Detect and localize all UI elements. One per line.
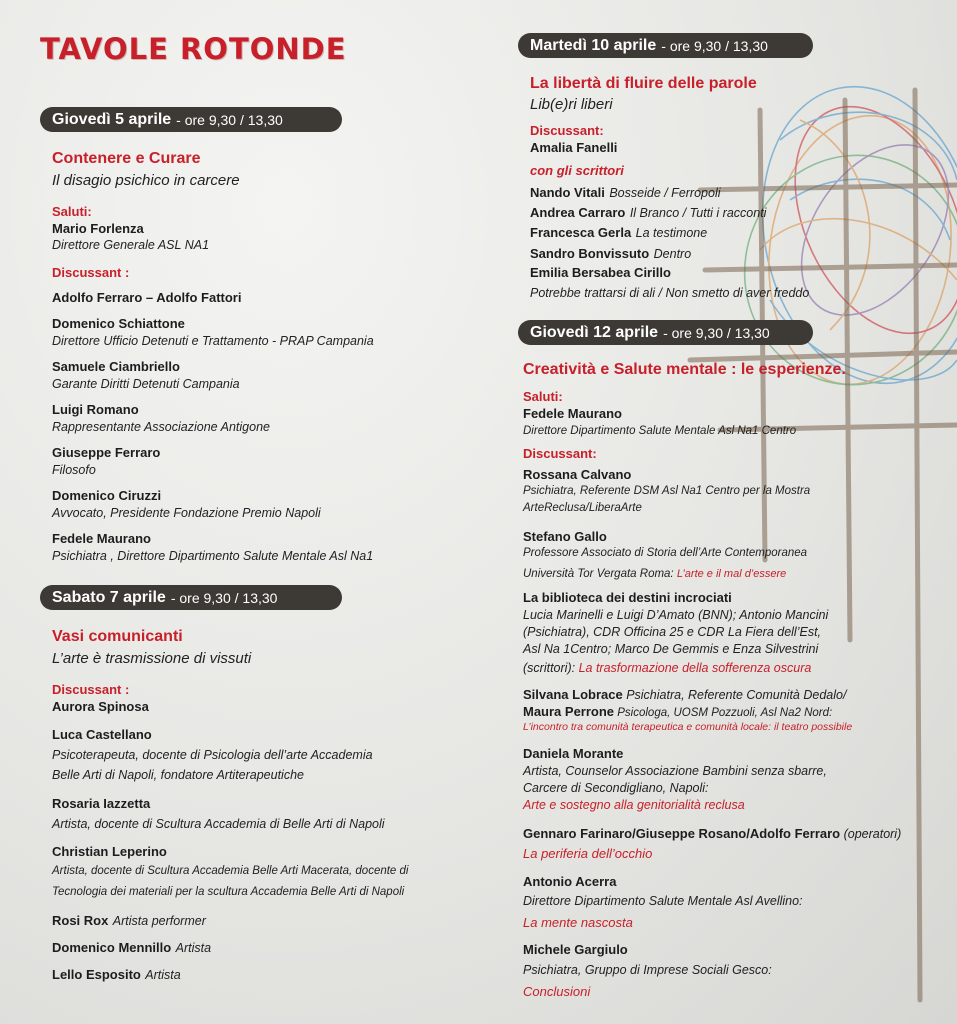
speaker-role: Direttore Dipartimento Salute Mentale Asl Avellino: — [523, 894, 803, 908]
writer-works: La testimone — [635, 226, 708, 240]
speaker-name: Mario Forlenza — [52, 221, 144, 236]
writers-label: con gli scrittori — [530, 163, 624, 178]
speaker-role: Artista, Counselor Associazione Bambini senza sbarre, — [523, 764, 827, 778]
time-label: - ore 9,30 / 13,30 — [661, 37, 768, 54]
discussant-label: Discussant: — [530, 123, 604, 138]
speaker-role: Avvocato, Presidente Fondazione Premio Napoli — [52, 506, 321, 520]
speaker-name: Christian Leperino — [52, 844, 167, 859]
speaker-name: Maura Perrone — [523, 704, 615, 719]
speaker-role: Tecnologia dei materiali per la scultura Accademia Belle Arti di Napoli — [52, 886, 405, 898]
speaker-line — [523, 686, 846, 704]
page-title: TAVOLE ROTONDE — [40, 32, 347, 66]
saluti-label: Saluti: — [523, 389, 563, 404]
talk-topic: La trasformazione della sofferenza oscura — [578, 661, 812, 675]
speaker-name: Fedele Maurano — [523, 406, 622, 421]
date-label: Martedì 10 aprile — [530, 36, 657, 54]
speaker-role: Artista, docente di Scultura Accademia di Belle Arti di Napoli — [52, 817, 385, 831]
speaker-role: Carcere di Secondigliano, Napoli: — [523, 781, 709, 795]
writer-line — [530, 184, 721, 202]
speaker-name: Amalia Fanelli — [530, 140, 618, 155]
speaker-role: (scrittori): — [523, 661, 579, 675]
writer-name: Sandro Bonvissuto — [530, 246, 650, 261]
speaker-line — [523, 703, 832, 721]
speaker-role: Direttore Dipartimento Salute Mentale Asl Na1 Centro — [523, 425, 797, 437]
speaker-name: Giuseppe Ferraro — [52, 445, 161, 460]
speaker-role: Artista — [145, 968, 181, 982]
speaker-role: Professore Associato di Storia dell’Arte Contemporanea — [523, 547, 808, 559]
speaker-role: Artista, docente di Scultura Accademia Belle Arti Macerata, docente di — [52, 865, 409, 877]
speaker-name: Luca Castellano — [52, 727, 152, 742]
speaker-name: Luigi Romano — [52, 402, 139, 417]
saluti-label: Saluti: — [52, 204, 92, 219]
speaker-role: Artista — [175, 941, 212, 955]
session-title: Contenere e Curare — [52, 150, 201, 167]
session-subtitle: Lib(e)ri liberi — [530, 96, 613, 113]
speaker-role: Psichiatra, Gruppo di Imprese Sociali Gesco: — [523, 963, 772, 977]
speaker-name: Rosaria Iazzetta — [52, 796, 151, 811]
speaker-role-line — [523, 659, 811, 677]
session-title: Vasi comunicanti — [52, 628, 183, 645]
writer-works: Potrebbe trattarsi di ali / Non smetto di aver freddo — [530, 286, 810, 300]
speaker-role: Belle Arti di Napoli, fondatore Artiterapeutiche — [52, 768, 304, 782]
speaker-name: Gennaro Farinaro/Giuseppe Rosano/Adolfo Ferraro — [523, 826, 841, 841]
speaker-role-line — [523, 564, 786, 582]
writer-works: Il Branco / Tutti i racconti — [629, 206, 767, 220]
writer-name: Emilia Bersabea Cirillo — [530, 265, 671, 280]
writer-works: Bosseide / Ferropoli — [609, 186, 721, 200]
session-subtitle: Il disagio psichico in carcere — [52, 172, 240, 189]
speaker-role: Psicoterapeuta, docente di Psicologia dell’arte Accademia — [52, 748, 373, 762]
speaker-role: Psicologa, UOSM Pozzuoli, Asl Na2 Nord: — [614, 707, 833, 719]
time-label: - ore 9,30 / 13,30 — [176, 111, 283, 128]
speaker-role: Artista performer — [112, 914, 206, 928]
speaker-line — [523, 825, 901, 843]
discussant-label: Discussant: — [523, 446, 597, 461]
discussant-label: Discussant : — [52, 265, 130, 280]
speaker-name: Michele Gargiulo — [523, 942, 628, 957]
speaker-role: Direttore Generale ASL NA1 — [52, 238, 210, 252]
speaker-role: Direttore Ufficio Detenuti e Trattamento - PRAP Campania — [52, 334, 374, 348]
writer-name: Francesca Gerla — [530, 225, 632, 240]
speaker-name: Lello Esposito — [52, 967, 141, 982]
speaker-name: Domenico Mennillo — [52, 940, 172, 955]
speaker-name: La biblioteca dei destini incrociati — [523, 590, 732, 605]
speaker-role: Psichiatra , Direttore Dipartimento Salute Mentale Asl Na1 — [52, 549, 374, 563]
speaker-role: Università Tor Vergata Roma: — [523, 568, 677, 580]
session-subtitle: L’arte è trasmissione di vissuti — [52, 650, 252, 667]
talk-topic: L’incontro tra comunità terapeutica e comunità locale: il teatro possibile — [523, 721, 853, 733]
speaker-line — [52, 912, 206, 930]
speaker-role: Filosofo — [52, 463, 96, 477]
session-title: Creatività e Salute mentale : le esperienze. — [523, 361, 846, 378]
writer-works: Dentro — [653, 247, 692, 261]
talk-topic: La mente nascosta — [523, 915, 633, 930]
writer-line — [530, 204, 766, 222]
speaker-name: Daniela Morante — [523, 746, 624, 761]
speaker-role: (operatori) — [840, 827, 902, 841]
date-pill-martedi-10 — [518, 33, 813, 58]
writer-name: Nando Vitali — [530, 185, 605, 200]
speaker-name: Stefano Gallo — [523, 529, 607, 544]
date-pill-giovedi-5 — [40, 107, 342, 132]
speaker-line — [52, 966, 181, 984]
writer-line — [530, 224, 707, 242]
speaker-role: Garante Diritti Detenuti Campania — [52, 377, 240, 391]
speaker-name: Aurora Spinosa — [52, 699, 149, 714]
talk-topic: La periferia dell’occhio — [523, 846, 653, 861]
writer-name: Andrea Carraro — [530, 205, 626, 220]
talk-topic: Arte e sostegno alla genitorialità reclusa — [523, 798, 745, 812]
speaker-role: Psichiatra, Referente DSM Asl Na1 Centro per la Mostra — [523, 485, 811, 497]
date-label: Giovedì 5 aprile — [52, 110, 172, 128]
speaker-name: Rossana Calvano — [523, 467, 632, 482]
speaker-role: Rappresentante Associazione Antigone — [52, 420, 270, 434]
speaker-name: Domenico Schiattone — [52, 316, 185, 331]
speaker-role: (Psichiatra), CDR Officina 25 e CDR La Fiera dell’Est, — [523, 625, 822, 639]
talk-topic: L’arte e il mal d’essere — [676, 568, 787, 580]
speaker-line — [52, 939, 211, 957]
speaker-name: Fedele Maurano — [52, 531, 151, 546]
date-pill-giovedi-12 — [518, 320, 813, 345]
date-label: Giovedì 12 aprile — [530, 323, 659, 341]
speaker-role: Asl Na 1Centro; Marco De Gemmis e Enza Silvestrini — [523, 642, 819, 656]
time-label: - ore 9,30 / 13,30 — [663, 324, 770, 341]
writer-line — [530, 245, 691, 263]
talk-topic: Conclusioni — [523, 984, 591, 999]
session-title: La libertà di fluire delle parole — [530, 75, 757, 92]
date-label: Sabato 7 aprile — [52, 588, 166, 606]
speaker-name: Domenico Ciruzzi — [52, 488, 162, 503]
speaker-name: Samuele Ciambriello — [52, 359, 180, 374]
speaker-role: ArteReclusa/LiberaArte — [523, 502, 642, 514]
speaker-role: Psichiatra, Referente Comunità Dedalo/ — [622, 688, 847, 702]
discussant-label: Discussant : — [52, 682, 130, 697]
speaker-name: Antonio Acerra — [523, 874, 617, 889]
speaker-role: Lucia Marinelli e Luigi D’Amato (BNN); Antonio Mancini — [523, 608, 829, 622]
speaker-name: Adolfo Ferraro – Adolfo Fattori — [52, 290, 242, 305]
speaker-name: Silvana Lobrace — [523, 687, 623, 702]
date-pill-sabato-7 — [40, 585, 342, 610]
time-label: - ore 9,30 / 13,30 — [170, 589, 278, 606]
speaker-name: Rosi Rox — [52, 913, 109, 928]
